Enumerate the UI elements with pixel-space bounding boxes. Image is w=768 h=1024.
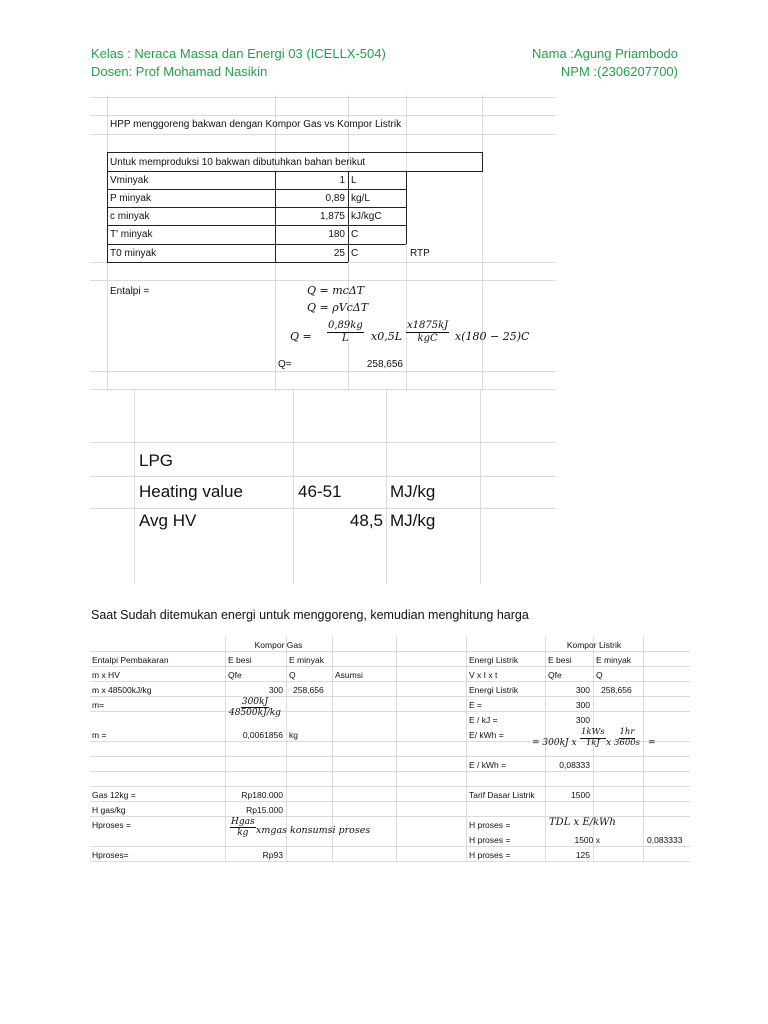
section-heading: Saat Sudah ditemukan energi untuk menggoreng, kemudian menghitung harga [91,608,529,622]
gas-header-eminyak: E minyak [289,655,324,665]
row-tminyak-label: T' minyak [110,229,153,240]
equation-q-prefix: Q = [290,330,312,343]
avg-hv-label: Avg HV [139,511,197,530]
listrik-r8-formula: TDL x E/kWh [549,817,616,828]
q-result-label: Q= [278,359,292,370]
gas-hproses-fraction: Hgas kg [231,817,255,839]
gas-r1-asumsi: Asumsi [335,670,363,680]
gas-r8-label: Hproses= [92,850,129,860]
equation-frac-cp: x1875kJ kgC [407,320,449,344]
equation-frac-density: $\frac{0,89kg}{L}$ [328,320,363,344]
listrik-r9-label: H proses = [469,835,511,845]
listrik-r7-label: Tarif Dasar Listrik [469,790,535,800]
row-cminyak-label: c minyak [110,211,150,222]
listrik-r4-value: 300 [575,715,590,725]
lecturer-info: Dosen: Prof Mohamad Nasikin [91,64,268,79]
rtp-label: RTP [410,248,430,259]
listrik-r9-extra: 0,083333 [647,835,683,845]
sheet1-intro: Untuk memproduksi 10 bakwan dibutuhkan bahan berikut [110,157,366,168]
listrik-r9-value: 1500 x [574,835,600,845]
equation-q-pvcdt: Q = ρVcΔT [307,301,369,314]
gas-r5-value: Rp180.000 [241,790,283,800]
listrik-r2-eminyak: 258,656 [601,685,632,695]
heating-value-unit: MJ/kg [390,482,436,501]
student-name: Nama :Agung Priambodo [532,46,678,61]
row-tminyak-value: 180 [328,229,345,240]
listrik-header-eminyak: E minyak [596,655,631,665]
listrik-r5-label: E/ kWh = [469,730,504,740]
equation-q-mcdt: Q = mcΔT [307,284,365,297]
gas-header-ebesi: E besi [228,655,252,665]
row-vminyak-unit: L [351,175,357,186]
gas-r5-label: Gas 12kg = [92,790,136,800]
gas-r2-ebesi: 300 [268,685,283,695]
gas-r4-unit: kg [289,730,298,740]
heating-value-range: 46-51 [298,482,342,501]
gas-r8-value: Rp93 [262,850,283,860]
listrik-r10-value: 125 [575,850,590,860]
gas-r1-q: Q [289,670,296,680]
listrik-kwh-times: x [606,738,612,748]
q-result-value: 258,656 [366,359,403,370]
gas-r2-eminyak: 258,656 [293,685,324,695]
listrik-kwh-frac1: 1kWs 1kJ [581,727,605,748]
gas-header-label: Entalpi Pembakaran [92,655,169,665]
gas-r4-value: 0,0061856 [242,730,283,740]
avg-hv-unit: MJ/kg [390,511,436,530]
listrik-header-label: Energi Listrik [469,655,519,665]
row-pminyak-unit: kg/L [351,193,370,204]
avg-hv-value: 48,5 [349,511,383,530]
listrik-r2-label: Energi Listrik [469,685,519,695]
gas-r3-label: m= [92,700,105,710]
listrik-r6-value: 0,08333 [559,760,590,770]
listrik-r3-value: 300 [575,700,590,710]
listrik-kwh-lead: = 300kJ x [532,738,577,748]
listrik-r7-value: 1500 [571,790,590,800]
gas-r2-label: m x 48500kJ/kg [92,685,152,695]
class-info: Kelas : Neraca Massa dan Energi 03 (ICELLX-504) [91,46,386,61]
row-cminyak-unit: kJ/kgC [351,211,382,222]
row-tminyak-unit: C [351,229,359,240]
gas-r6-label: H gas/kg [92,805,126,815]
listrik-title: Kompor Listrik [566,640,622,650]
listrik-header-ebesi: E besi [548,655,572,665]
gas-r1-qfe: Qfe [228,670,242,680]
listrik-r6-label: E / kWh = [469,760,507,770]
gas-r7-label: Hproses = [92,820,131,830]
listrik-r8-label: H proses = [469,820,511,830]
entalpi-label: Entalpi = [110,286,150,297]
equation-deltat: x(180 − 25)C [455,330,530,343]
sheet1-title: HPP menggoreng bakwan dengan Kompor Gas vs Kompor Listrik [110,119,402,130]
row-pminyak-label: P minyak [110,193,151,204]
equation-volume: x0,5L [371,330,403,343]
listrik-r1-q: Q [596,670,603,680]
gas-r4-label: m = [92,730,107,740]
listrik-r10-label: H proses = [469,850,511,860]
row-vminyak-value: 1 [339,175,345,186]
row-cminyak-value: 1,875 [319,211,345,222]
gas-mass-fraction: $\frac{300kJ}{48500kJ/kg}$ [229,697,281,719]
lpg-title: LPG [139,451,174,470]
listrik-kwh-frac2: $\frac{1hr}{3600s}$ [614,727,640,748]
listrik-r2-ebesi: 300 [575,685,590,695]
gas-r6-value: Rp15.000 [246,805,283,815]
gas-title: Kompor Gas [254,640,303,650]
listrik-r4-label: E / kJ = [469,715,498,725]
listrik-r3-label: E = [469,700,482,710]
listrik-kwh-equals: = [648,738,656,748]
heating-value-label: Heating value [139,482,243,501]
row-t0minyak-value: 25 [333,248,345,259]
gas-r1-label: m x HV [92,670,120,680]
gas-hproses-formula: xmgas konsumsi proses [256,825,371,836]
listrik-r1-qfe: Qfe [548,670,562,680]
student-npm: NPM :(2306207700) [560,64,678,79]
listrik-r1-label: V x I x t [469,670,498,680]
row-vminyak-label: Vminyak [110,175,149,186]
row-t0minyak-label: T0 minyak [110,248,157,259]
row-t0minyak-unit: C [351,248,359,259]
row-pminyak-value: 0,89 [325,193,345,204]
